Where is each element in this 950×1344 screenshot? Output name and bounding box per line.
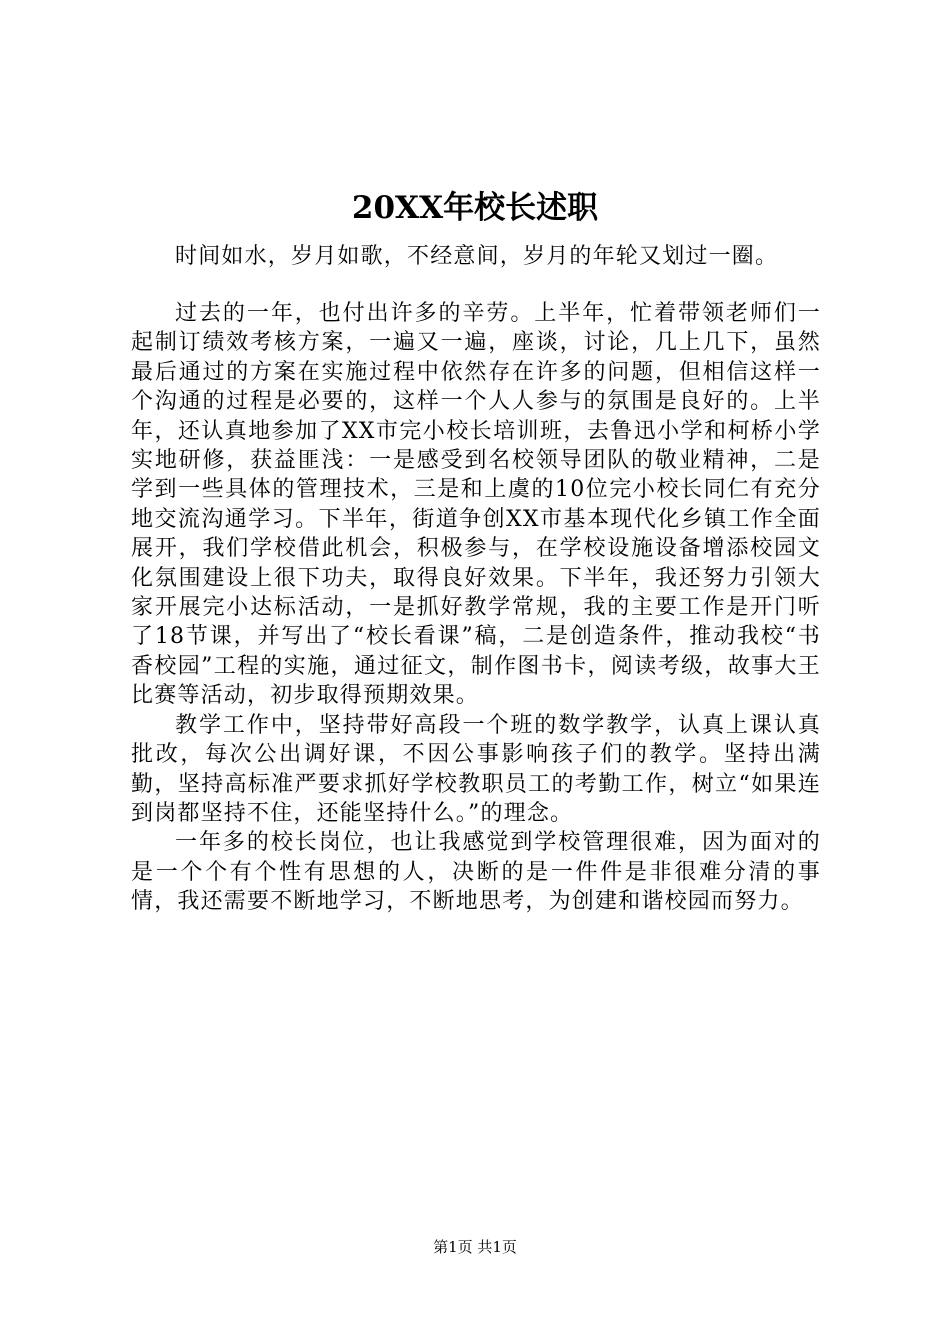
- body-paragraphs: [131, 299, 821, 917]
- paragraph-past-year: 过去的一年，也付出许多的辛劳。上半年，忙着带领老师们一起制订绩效考核方案，一遍又一遍，座谈，讨论，几上几下，虽然最后通过的方案在实施过程中依然存在许多的问题，但相信这样一个沟通的过程是必要的，这样一个人人参与的氛围是良好的。上半年，还认真地参加了XX市完小校长培训班，去鲁迅小学和柯桥小学实地研修，获益匪浅：一是感受到名校领导团队的敬业精神，二是学到一些具体的管理技术，三是和上虞的10位完小校长同仁有充分地交流沟通学习。下半年，街道争创XX市基本现代化乡镇工作全面展开，我们学校借此机会，积极参与，在学校设施设备增添校园文化氛围建设上很下功夫，取得良好效果。下半年，我还努力引领大家开展完小达标活动，一是抓好教学常规，我的主要工作是开门听了18节课，并写出了“校长看课”稿，二是创造条件，推动我校“书香校园”工程的实施，通过征文，制作图书卡，阅读考级，故事大王比赛等活动，初步取得预期效果。: [131, 301, 821, 709]
- document-title: 20XX年校长述职: [351, 190, 599, 226]
- page-footer: 第1页 共1页: [433, 1238, 517, 1256]
- paragraph-teaching: 教学工作中，坚持带好高段一个班的数学教学，认真上课认真批改，每次公出调好课，不因公事影响孩子们的教学。坚持出满勤，坚持高标准严要求抓好学校教职员工的考勤工作，树立“如果连到岗都坚持不住，还能坚持什么。”的理念。: [131, 712, 821, 826]
- intro-block: [131, 242, 851, 271]
- intro-paragraph: 时间如水，岁月如歌，不经意间，岁月的年轮又划过一圈。: [175, 244, 779, 269]
- paragraph-reflection: 一年多的校长岗位，也让我感觉到学校管理很难，因为面对的是一个个有个性有思想的人，决断的是一件件是非很难分清的事情，我还需要不断地学习，不断地思考，为创建和谐校园而努力。: [131, 830, 821, 915]
